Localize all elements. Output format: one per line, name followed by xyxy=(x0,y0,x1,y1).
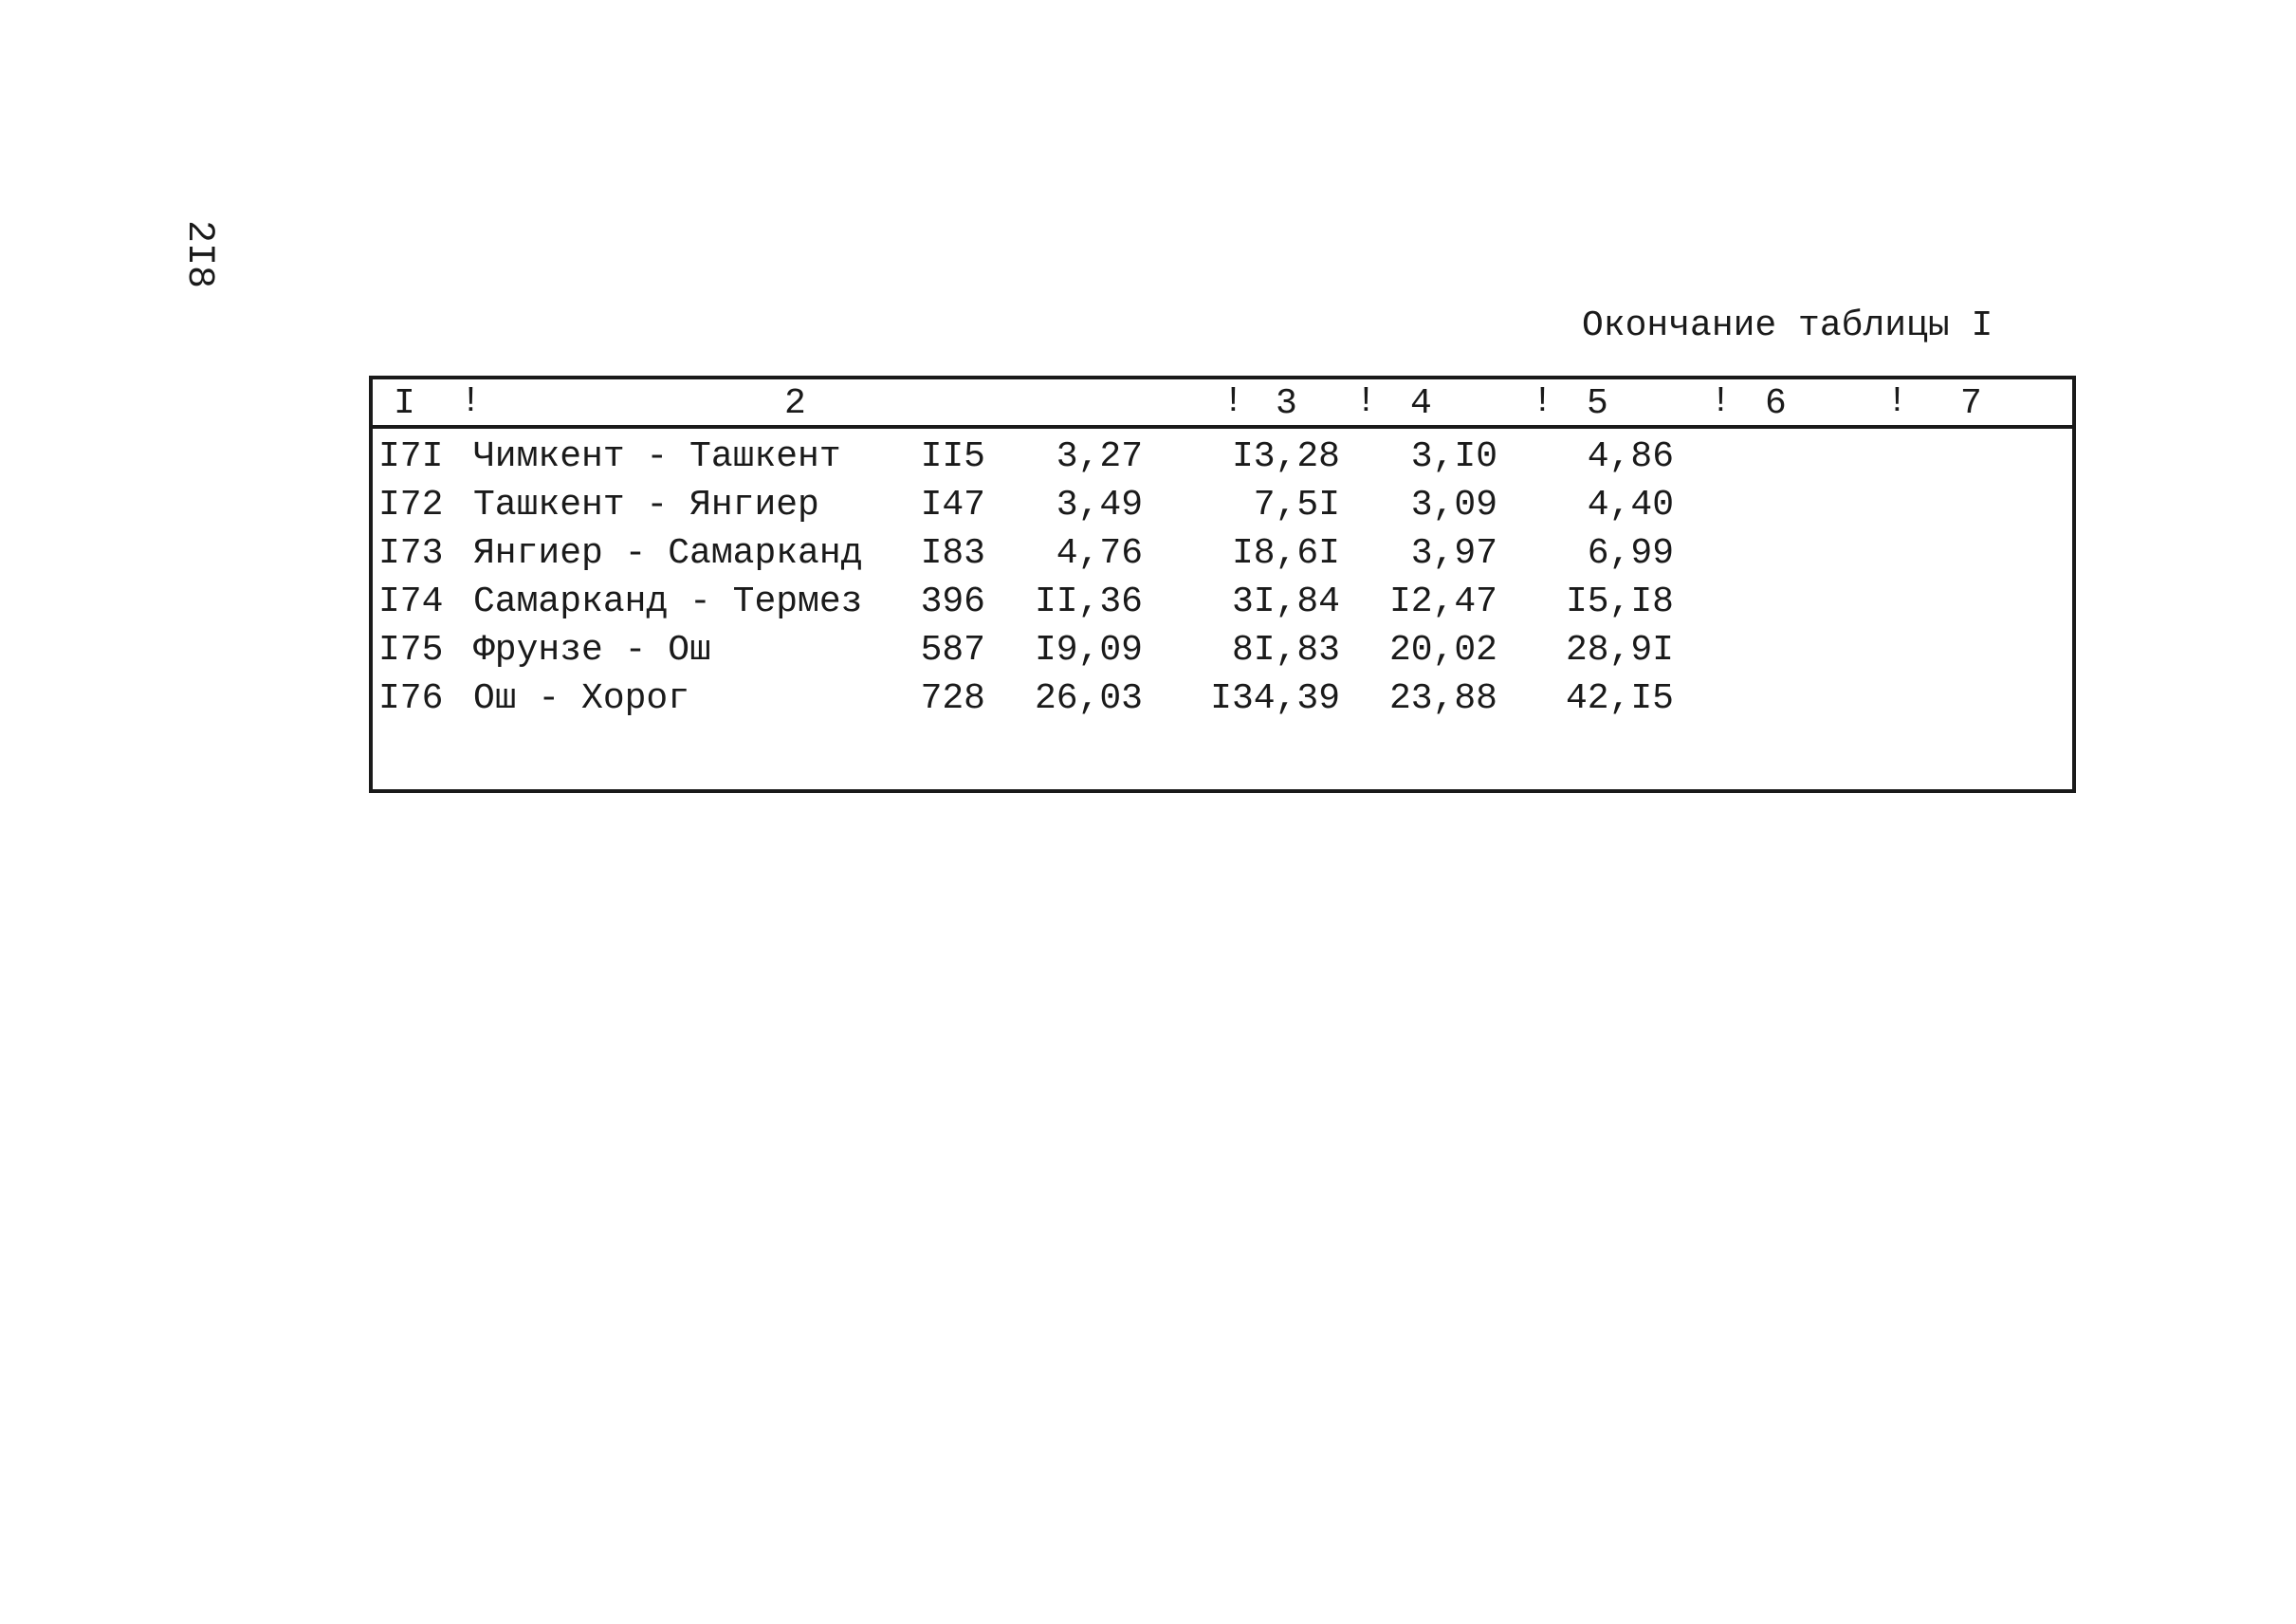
header-separator: ! xyxy=(1532,381,1553,422)
cell-col-5: I34,39 xyxy=(1210,678,1340,719)
cell-col-5: 8I,83 xyxy=(1231,630,1340,671)
cell-route: Янгиер - Самарканд xyxy=(473,533,863,574)
header-col-2: 2 xyxy=(784,383,806,424)
cell-col-5: I8,6I xyxy=(1231,533,1340,574)
cell-route: Ош - Хорог xyxy=(473,678,690,719)
cell-col-4: I9,09 xyxy=(1034,630,1143,671)
cell-col-4: 4,76 xyxy=(1056,533,1143,574)
cell-col-3: 396 xyxy=(920,581,985,622)
cell-col-3: II5 xyxy=(920,436,985,477)
header-col-6: 6 xyxy=(1765,383,1787,424)
table-row xyxy=(373,485,2072,532)
cell-col-4: 26,03 xyxy=(1034,678,1143,719)
cell-number: I73 xyxy=(378,533,444,574)
cell-col-4: 3,49 xyxy=(1056,485,1143,526)
cell-col-4: II,36 xyxy=(1034,581,1143,622)
header-col-4: 4 xyxy=(1410,383,1432,424)
header-separator: ! xyxy=(1355,381,1377,422)
cell-col-5: 7,5I xyxy=(1253,485,1340,526)
cell-col-6: I2,47 xyxy=(1388,581,1497,622)
cell-col-7: 6,99 xyxy=(1587,533,1674,574)
cell-col-7: I5,I8 xyxy=(1565,581,1674,622)
header-col-3: 3 xyxy=(1276,383,1297,424)
cell-number: I75 xyxy=(378,630,444,671)
cell-col-7: 42,I5 xyxy=(1565,678,1674,719)
cell-col-6: 20,02 xyxy=(1388,630,1497,671)
cell-col-5: 3I,84 xyxy=(1231,581,1340,622)
cell-col-5: I3,28 xyxy=(1231,436,1340,477)
cell-col-6: 3,97 xyxy=(1410,533,1497,574)
cell-col-4: 3,27 xyxy=(1056,436,1143,477)
cell-route: Самарканд - Термез xyxy=(473,581,863,622)
cell-route: Фрунзе - Ош xyxy=(473,630,711,671)
cell-number: I74 xyxy=(378,581,444,622)
cell-col-6: 3,09 xyxy=(1410,485,1497,526)
cell-col-3: 587 xyxy=(920,630,985,671)
header-col-5: 5 xyxy=(1587,383,1608,424)
table-caption: Окончание таблицы I xyxy=(1582,305,1993,346)
cell-col-3: I83 xyxy=(920,533,985,574)
cell-col-6: 23,88 xyxy=(1388,678,1497,719)
cell-col-7: 28,9I xyxy=(1565,630,1674,671)
table-row xyxy=(373,533,2072,581)
data-table xyxy=(369,376,2076,793)
header-col-1: I xyxy=(394,383,415,424)
cell-number: I76 xyxy=(378,678,444,719)
table-row xyxy=(373,436,2072,484)
page-number: 2I8 xyxy=(177,220,220,289)
table-row xyxy=(373,678,2072,726)
header-col-7: 7 xyxy=(1960,383,1982,424)
header-separator: ! xyxy=(460,381,482,422)
cell-route: Ташкент - Янгиер xyxy=(473,485,819,526)
table-header-row xyxy=(373,379,2072,429)
table-row xyxy=(373,630,2072,677)
cell-col-3: 728 xyxy=(920,678,985,719)
cell-number: I7I xyxy=(378,436,444,477)
cell-col-7: 4,86 xyxy=(1587,436,1674,477)
cell-col-7: 4,40 xyxy=(1587,485,1674,526)
cell-col-3: I47 xyxy=(920,485,985,526)
cell-col-6: 3,I0 xyxy=(1410,436,1497,477)
cell-number: I72 xyxy=(378,485,444,526)
header-separator: ! xyxy=(1222,381,1244,422)
header-separator: ! xyxy=(1886,381,1908,422)
cell-route: Чимкент - Ташкент xyxy=(473,436,841,477)
table-row xyxy=(373,581,2072,629)
header-separator: ! xyxy=(1710,381,1732,422)
